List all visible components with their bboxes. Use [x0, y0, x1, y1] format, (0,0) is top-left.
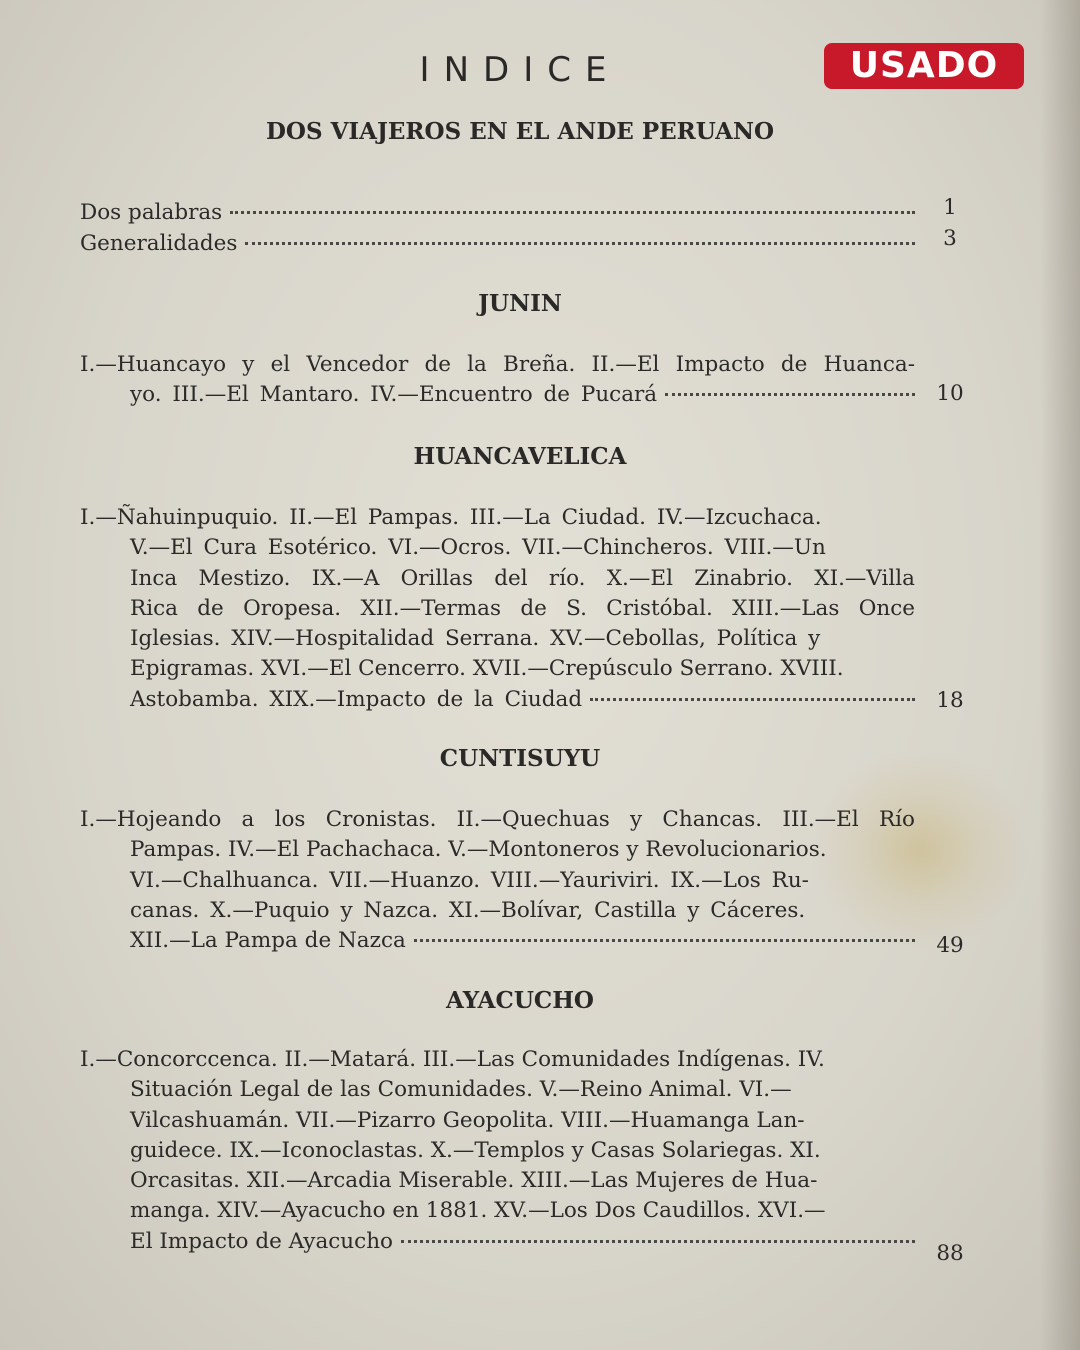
toc-page-number: 88: [936, 1241, 964, 1266]
entry-line: Inca Mestizo. IX.—A Orillas del río. X.—El Zinabrio. XI.—Villa: [130, 565, 915, 591]
condition-badge: USADO: [824, 43, 1024, 89]
dot-leader: [414, 939, 915, 942]
entry-line-text: yo. III.—El Mantaro. IV.—Encuentro de Pucará: [130, 382, 658, 408]
entry-line: Iglesias. XIV.—Hospitalidad Serrana. XV.—Cebollas, Política y: [130, 626, 821, 652]
toc-entry-label: Dos palabras: [80, 200, 223, 225]
toc-entry-front: [80, 229, 915, 259]
section-heading: HUANCAVELICA: [413, 443, 627, 470]
dot-leader: [665, 393, 915, 396]
toc-page-number: 1: [943, 195, 957, 220]
dot-leader: [245, 242, 915, 245]
entry-line: VI.—Chalhuanca. VII.—Huanzo. VIII.—Yauriviri. IX.—Los Ru-: [130, 867, 809, 893]
toc-entry: [80, 1045, 915, 1257]
entry-line: Epigramas. XVI.—El Cencerro. XVII.—Crepúsculo Serrano. XVIII.: [130, 656, 844, 682]
entry-line: Orcasitas. XII.—Arcadia Miserable. XIII.—Las Mujeres de Hua-: [130, 1168, 818, 1194]
section-heading: CUNTISUYU: [439, 745, 601, 772]
section-heading: JUNIN: [478, 290, 562, 317]
entry-line: V.—El Cura Esotérico. VI.—Ocros. VII.—Chincheros. VIII.—Un: [130, 535, 826, 561]
toc-entry-front: [80, 198, 915, 228]
entry-line-text: XII.—La Pampa de Nazca: [130, 928, 406, 954]
entry-line: Pampas. IV.—El Pachachaca. V.—Montoneros y Revolucionarios.: [130, 837, 827, 863]
toc-entry-label: Generalidades: [80, 231, 238, 256]
entry-line-last: [80, 380, 915, 410]
toc-page-number: 49: [936, 933, 964, 958]
entry-line: Vilcashuamán. VII.—Pizarro Geopolita. VIII.—Huamanga Lan-: [130, 1107, 805, 1133]
toc-entry: [80, 503, 915, 715]
entry-line: guidece. IX.—Iconoclastas. X.—Templos y Casas Solariegas. XI.: [130, 1137, 821, 1163]
entry-line: I.—Concorccenca. II.—Matará. III.—Las Comunidades Indígenas. IV.: [80, 1047, 825, 1072]
entry-line-text: Astobamba. XIX.—Impacto de la Ciudad: [130, 686, 583, 712]
toc-entry: [80, 350, 915, 411]
dot-leader: [401, 1240, 915, 1243]
entry-line: I.—Ñahuinpuquio. II.—El Pampas. III.—La Ciudad. IV.—Izcuchaca.: [80, 505, 822, 530]
entry-line: I.—Hojeando a los Cronistas. II.—Quechuas y Chancas. III.—El Río: [80, 807, 915, 832]
entry-line-last: [80, 685, 915, 715]
page-title: INDICE: [419, 50, 621, 90]
dot-leader: [230, 211, 915, 214]
toc-page-number: 3: [943, 226, 957, 251]
entry-line-text: El Impacto de Ayacucho: [130, 1228, 393, 1254]
entry-line: canas. X.—Puquio y Nazca. XI.—Bolívar, Castilla y Cáceres.: [130, 897, 806, 923]
entry-line-last: [80, 926, 915, 956]
toc-page-number: 10: [936, 381, 964, 406]
entry-line-last: [80, 1227, 915, 1257]
dot-leader: [590, 698, 915, 701]
entry-line: Situación Legal de las Comunidades. V.—Reino Animal. VI.—: [130, 1077, 792, 1103]
section-heading: AYACUCHO: [446, 987, 594, 1014]
entry-line: I.—Huancayo y el Vencedor de la Breña. II.—El Impacto de Huanca-: [80, 352, 915, 377]
book-title: DOS VIAJEROS EN EL ANDE PERUANO: [265, 118, 775, 145]
toc-entry: [80, 805, 915, 956]
toc-page-number: 18: [936, 688, 964, 713]
entry-line: manga. XIV.—Ayacucho en 1881. XV.—Los Dos Caudillos. XVI.—: [130, 1198, 826, 1224]
entry-line: Rica de Oropesa. XII.—Termas de S. Cristóbal. XIII.—Las Once: [130, 595, 915, 621]
